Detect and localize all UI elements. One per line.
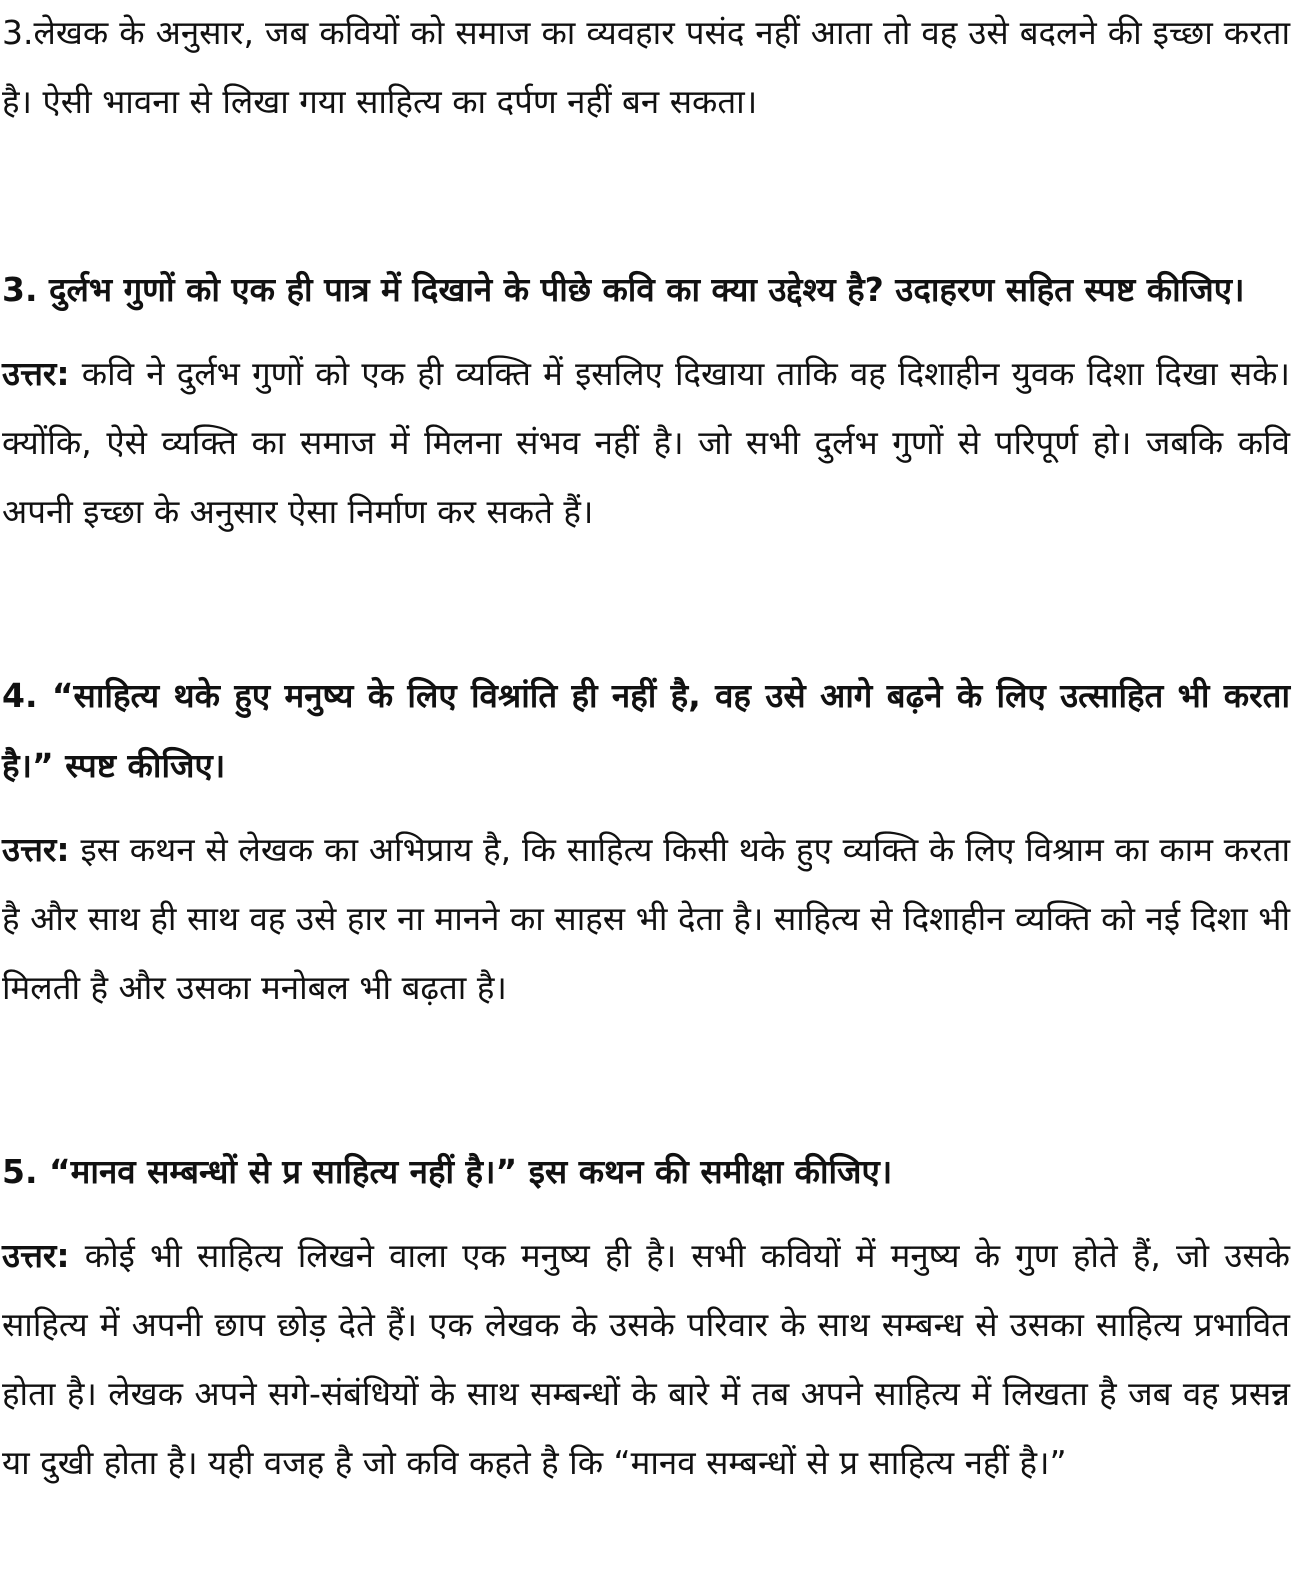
answer-3 xyxy=(2,339,1290,546)
question-3: 3. दुर्लभ गुणों को एक ही पात्र में दिखाने के पीछे कवि का क्या उद्देश्य है? उदाहरण सहित स्पष्ट कीजिए। xyxy=(2,270,1245,309)
answer-4-text: इस कथन से लेखक का अभिप्राय है, कि साहित्य किसी थके हुए व्यक्ति के लिए विश्राम का काम करता है और साथ ही साथ वह उसे हार ना मानने का साहस भी देता है। साहित्य से दिशाहीन व्यक्ति को नई दिशा भी मिलती है और उसका मनोबल भी बढ़ता है। xyxy=(2,830,1290,1007)
answer-4 xyxy=(2,815,1290,1022)
question-5: 5. “मानव सम्बन्धों से प्र साहित्य नहीं है।” इस कथन की समीक्षा कीजिए। xyxy=(2,1152,893,1191)
intro-paragraph: 3.लेखक के अनुसार, जब कवियों को समाज का व्यवहार पसंद नहीं आता तो वह उसे बदलने की इच्छा करता है। ऐसी भावना से लिखा गया साहित्य का दर्पण नहीं बन सकता। xyxy=(2,13,1290,121)
question-4: 4. “साहित्य थके हुए मनुष्य के लिए विश्रांति ही नहीं है, वह उसे आगे बढ़ने के लिए उत्साहित भी करता है।” स्पष्ट कीजिए। xyxy=(2,676,1290,785)
answer-label: उत्तर: xyxy=(2,830,70,869)
answer-5-text: कोई भी साहित्य लिखने वाला एक मनुष्य ही है। सभी कवियों में मनुष्य के गुण होते हैं, जो उसके साहित्य में अपनी छाप छोड़ देते हैं। एक लेखक के उसके परिवार के साथ सम्बन्ध से उसका साहित्य प्रभावित होता है। लेखक अपने सगे-संबंधियों के साथ सम्बन्धों के बारे में तब अपने साहित्य में लिखता है जब वह प्रसन्न या दुखी होता है। यही वजह है जो कवि कहते है कि “मानव सम्बन्धों से प्र साहित्य नहीं है।” xyxy=(2,1236,1290,1482)
answer-5 xyxy=(2,1221,1290,1497)
answer-label: उत्तर: xyxy=(2,354,70,393)
answer-3-text: कवि ने दुर्लभ गुणों को एक ही व्यक्ति में इसलिए दिखाया ताकि वह दिशाहीन युवक दिशा दिखा सके।क्योंकि, ऐसे व्यक्ति का समाज में मिलना संभव नहीं है। जो सभी दुर्लभ गुणों से परिपूर्ण हो। जबकि कवि अपनी इच्छा के अनुसार ऐसा निर्माण कर सकते हैं। xyxy=(2,354,1290,531)
answer-label: उत्तर: xyxy=(2,1236,70,1275)
